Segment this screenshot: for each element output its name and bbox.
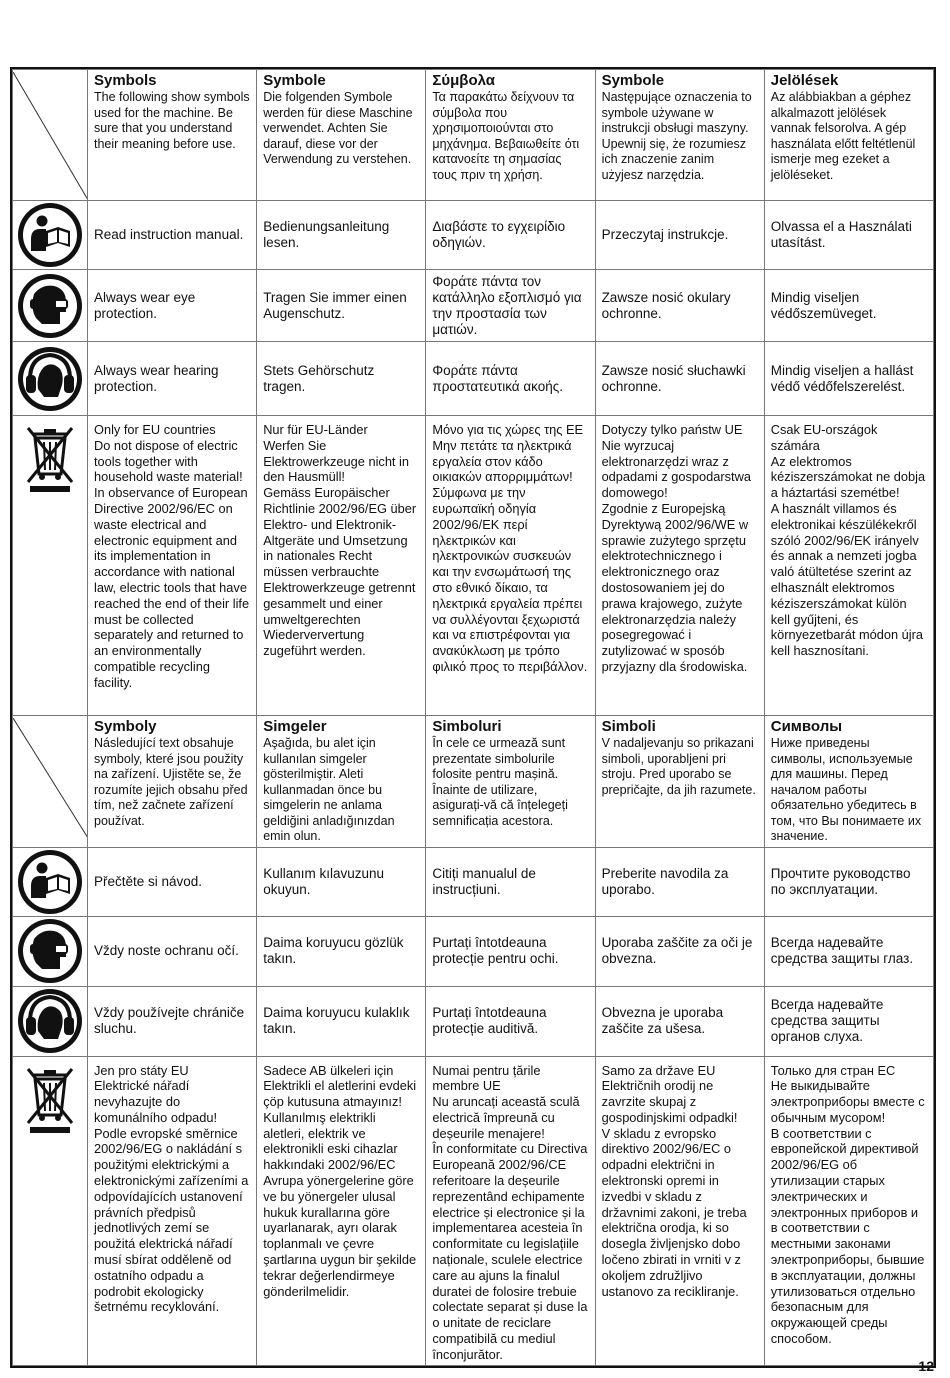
symbol-description: Obvezna je uporaba zaščite za ušesa. bbox=[595, 986, 764, 1056]
corner-diagonal bbox=[13, 716, 88, 848]
symbol-description: Daima koruyucu kulaklık takın. bbox=[257, 986, 426, 1056]
language-header bbox=[595, 716, 764, 848]
symbols-grid bbox=[12, 69, 934, 1366]
section-intro: The following show symbols used for the machine. Be sure that you understand their meaning before use. bbox=[94, 90, 250, 151]
symbol-description: Numai pentru țările membre UE Nu aruncați această sculă electrică împreună cu deșeurile menajere! În conformitate cu Directiva Europeană 2002/96/CE referitoare la deșeurile reprezentând echipamente electrice și electronice și la implementarea acesteia în conformitate cu legislațiile naționale, sculele electrice care au ajuns la finalul duratei de folosire trebuie colectate separat și duse la o unitate de reciclare compatibilă cu mediul înconjurător. bbox=[426, 1056, 595, 1365]
language-header bbox=[595, 70, 764, 201]
symbol-row-weee-disposal bbox=[13, 416, 934, 716]
section-title: Symbols bbox=[94, 72, 157, 89]
symbol-description: Read instruction manual. bbox=[88, 201, 257, 270]
section-title: Jelölések bbox=[770, 72, 839, 89]
symbol-description: Zawsze nosić słuchawki ochronne. bbox=[595, 342, 764, 416]
symbols-header-row bbox=[13, 716, 934, 848]
symbol-description: Always wear eye protection. bbox=[88, 270, 257, 342]
corner-diagonal bbox=[13, 70, 88, 201]
symbol-description: Purtați întotdeauna protecție pentru ochi. bbox=[426, 916, 595, 986]
symbol-description: Samo za države EU Električnih orodij ne zavrzite skupaj z gospodinjskimi odpadki! V skladu z evropsko direktivo 2002/96/EC o odpadni električni in elektronski opremi in izvedbi v skladu z državnimi zakoni, je treba električna orodja, ki so dosegla življenjsko dobo ločeno zbirati in vrniti v z okoljem združljivo ustanovo za recikliranje. bbox=[595, 1056, 764, 1365]
language-header bbox=[88, 716, 257, 848]
symbol-description: Μόνο για τις χώρες της ΕΕ Μην πετάτε τα ηλεκτρικά εργαλεία στον κάδο οικιακών απορριμμάτων! Σύμφωνα με την ευρωπαϊκή οδηγία 2002/96/ΕΚ περί ηλεκτρικών και ηλεκτρονικών συσκευών και την ενσωμάτωσή της στο εθνικό δίκαιο, τα ηλεκτρικά εργαλεία πρέπει να συλλέγονται ξεχωριστά και να επιστρέφονται για ανακύκλωση με τρόπο φιλικό προς το περιβάλλον. bbox=[426, 416, 595, 716]
language-header bbox=[88, 70, 257, 201]
symbol-description: Vždy používejte chrániče sluchu. bbox=[88, 986, 257, 1056]
symbol-description: Tragen Sie immer einen Augenschutz. bbox=[257, 270, 426, 342]
symbol-description: Mindig viseljen a hallást védő védőfelszerelést. bbox=[764, 342, 933, 416]
symbol-description: Φοράτε πάντα προστατευτικά ακοής. bbox=[426, 342, 595, 416]
section-intro: Następujące oznaczenia to symbole używane w instrukcji obsługi maszyny. Upewnij się, że rozumiesz ich znaczenie zanim użyjesz narzędzia. bbox=[601, 90, 752, 182]
symbol-description: Bedienungsanleitung lesen. bbox=[257, 201, 426, 270]
read-manual-icon bbox=[13, 847, 88, 916]
symbol-description: Vždy noste ochranu očí. bbox=[88, 916, 257, 986]
language-header bbox=[257, 70, 426, 201]
hearing-protection-icon bbox=[13, 342, 88, 416]
crossed-bin-icon bbox=[13, 1056, 88, 1365]
section-intro: Az alábbiakban a géphez alkalmazott jelölések vannak felsorolva. A gép használata előtt feltétlenül ismerje meg ezeket a jelöléseket. bbox=[770, 90, 916, 182]
symbol-description: Zawsze nosić okulary ochronne. bbox=[595, 270, 764, 342]
section-intro: Τα παρακάτω δείχνουν τα σύμβολα που χρησιμοποιούνται στο μηχάνημα. Βεβαιωθείτε ότι κατανοείτε τη σημασίας τους πριν τη χρήση. bbox=[432, 90, 580, 182]
symbol-description: Kullanım kılavuzunu okuyun. bbox=[257, 847, 426, 916]
section-title: Simboluri bbox=[432, 718, 502, 735]
symbol-row-read-manual bbox=[13, 201, 934, 270]
section-intro: Ниже приведены символы, используемые для машины. Перед началом работы обязательно убедитесь в том, что Вы понимаете их значение. bbox=[770, 736, 922, 843]
language-header bbox=[426, 716, 595, 848]
symbol-description: Mindig viseljen védőszemüveget. bbox=[764, 270, 933, 342]
symbol-description: Przeczytaj instrukcje. bbox=[595, 201, 764, 270]
symbol-description: Διαβάστε το εγχειρίδιο οδηγιών. bbox=[426, 201, 595, 270]
section-intro: Die folgenden Symbole werden für diese Maschine verwendet. Achten Sie darauf, diese vor der Verwendung zu verstehen. bbox=[263, 90, 413, 166]
language-header bbox=[764, 716, 933, 848]
symbol-description: Dotyczy tylko państw UE Nie wyrzucaj elektronarzędzi wraz z odpadami z gospodarstwa domowego! Zgodnie z Europejską Dyrektywą 2002/96/WE w sprawie zużytego sprzętu elektrotechnicznego i elektronicznego oraz dostosowaniem jej do prawa krajowego, zużyte elektronarzędzia należy posegregować i zutylizować w sposób przyjazny dla środowiska. bbox=[595, 416, 764, 716]
section-intro: Aşağıda, bu alet için kullanılan simgeler gösterilmiştir. Aleti kullanmadan önce bu simgelerin ne anlama geldiğini anladığınızdan emin olun. bbox=[263, 736, 395, 843]
section-title: Символы bbox=[770, 718, 843, 735]
symbol-description: Nur für EU-Länder Werfen Sie Elektrowerkzeuge nicht in den Hausmüll! Gemäss Europäischer Richtlinie 2002/96/EG über Elektro- und Elektronik- Altgeräte und Umsetzung in nationales Recht müssen verbrauchte Elektrowerkzeuge getrennt gesammelt und einer umweltgerechten Wiederververtung zugeführt werden. bbox=[257, 416, 426, 716]
hearing-protection-icon bbox=[13, 986, 88, 1056]
read-manual-icon bbox=[13, 201, 88, 270]
section-title: Symbole bbox=[601, 72, 665, 89]
symbol-row-weee-disposal bbox=[13, 1056, 934, 1365]
section-intro: Následující text obsahuje symboly, které jsou použity na zařízení. Ujistěte se, že rozumíte jejich obsahu před tím, než začnete zařízení používat. bbox=[94, 736, 248, 828]
language-header bbox=[257, 716, 426, 848]
symbol-description: Only for EU countries Do not dispose of electric tools together with household waste material! In observance of European Directive 2002/96/EC on waste electrical and electronic equipment and its implementation in accordance with national law, electric tools that have reached the end of their life must be collected separately and returned to an environmentally compatible recycling facility. bbox=[88, 416, 257, 716]
symbol-description: Citiți manualul de instrucțiuni. bbox=[426, 847, 595, 916]
symbol-description: Preberite navodila za uporabo. bbox=[595, 847, 764, 916]
symbol-description: Всегда надевайте средства защиты органов слуха. bbox=[764, 986, 933, 1056]
section-title: Simboli bbox=[601, 718, 656, 735]
symbol-description: Csak EU-országok számára Az elektromos kéziszerszámokat ne dobja a háztartási szemétbe! A használt villamos és elektronikai készülékekről szóló 2002/96/EK irányelv és annak a nemzeti jogba való átültetése szerint az elhasznált elektromos kéziszerszámokat külön kell gyűjteni, és környezetbarát módon újra kell hasznosítani. bbox=[764, 416, 933, 716]
symbol-description: Jen pro státy EU Elektrické nářadí nevyhazujte do komunálního odpadu! Podle evropské směrnice 2002/96/EG o nakládání s použitými elektrickými a elektronickými zařízeními a odpovídajících ustanovení právních předpisů jednotlivých zemí se použitá elektrická nářadí musí sbírat odděleně od ostatního odpadu a podrobit ekologicky šetrnému recyklování. bbox=[88, 1056, 257, 1365]
symbol-row-hearing-protection bbox=[13, 342, 934, 416]
symbols-header-row bbox=[13, 70, 934, 201]
section-title: Simgeler bbox=[263, 718, 327, 735]
symbol-description: Uporaba zaščite za oči je obvezna. bbox=[595, 916, 764, 986]
eye-protection-icon bbox=[13, 916, 88, 986]
symbol-description: Только для стран ЕС Не выкидывайте электроприборы вместе с обычным мусором! В соответствии с европейской директивой 2002/96/EG об утилизации старых электрических и электронных приборов и в соответствии с местными законами электроприборы, бывшие в эксплуатации, должны утилизоваться отдельно безопасным для окружающей среды способом. bbox=[764, 1056, 933, 1365]
section-title: Symboly bbox=[94, 718, 157, 735]
symbol-description: Přečtěte si návod. bbox=[88, 847, 257, 916]
page-number: 12 bbox=[918, 1358, 934, 1374]
symbol-row-read-manual bbox=[13, 847, 934, 916]
symbol-description: Always wear hearing protection. bbox=[88, 342, 257, 416]
section-intro: În cele ce urmează sunt prezentate simbolurile folosite pentru mașină. Înainte de utilizare, asigurați-vă că înțelegeți semnificația acestora. bbox=[432, 736, 568, 828]
symbol-description: Всегда надевайте средства защиты глаз. bbox=[764, 916, 933, 986]
symbol-description: Φοράτε πάντα τον κατάλληλο εξοπλισμό για την προστασία των ματιών. bbox=[426, 270, 595, 342]
language-header bbox=[764, 70, 933, 201]
symbol-description: Прочтите руководство по эксплуатации. bbox=[764, 847, 933, 916]
symbol-description: Olvassa el a Használati utasítást. bbox=[764, 201, 933, 270]
symbol-row-hearing-protection bbox=[13, 986, 934, 1056]
language-header bbox=[426, 70, 595, 201]
symbol-row-eye-protection bbox=[13, 270, 934, 342]
symbol-description: Purtați întotdeauna protecție auditivă. bbox=[426, 986, 595, 1056]
symbols-table bbox=[10, 67, 936, 1368]
symbol-row-eye-protection bbox=[13, 916, 934, 986]
section-title: Symbole bbox=[263, 72, 326, 89]
section-title: Σύμβολα bbox=[432, 72, 495, 89]
symbol-description: Sadece AB ülkeleri için Elektrikli el aletlerini evdeki çöp kutusuna atmayınız! Kullanılmış elektrikli aletleri, elektrik ve elektronikli eski cihazlar hakkındaki 2002/96/EC Avrupa yönergelerine göre ve bu yönergeler ulusal hukuk kurallarına göre uyarlanarak, ayrı olarak toplanmalı ve çevre şartlarına uygun bir şekilde tekrar değerlendirmeye gönderilmelidir. bbox=[257, 1056, 426, 1365]
crossed-bin-icon bbox=[13, 416, 88, 716]
symbol-description: Stets Gehörschutz tragen. bbox=[257, 342, 426, 416]
section-intro: V nadaljevanju so prikazani simboli, uporabljeni pri stroju. Pred uporabo se prepričajte, da jih razumete. bbox=[601, 736, 756, 797]
symbol-description: Daima koruyucu gözlük takın. bbox=[257, 916, 426, 986]
eye-protection-icon bbox=[13, 270, 88, 342]
